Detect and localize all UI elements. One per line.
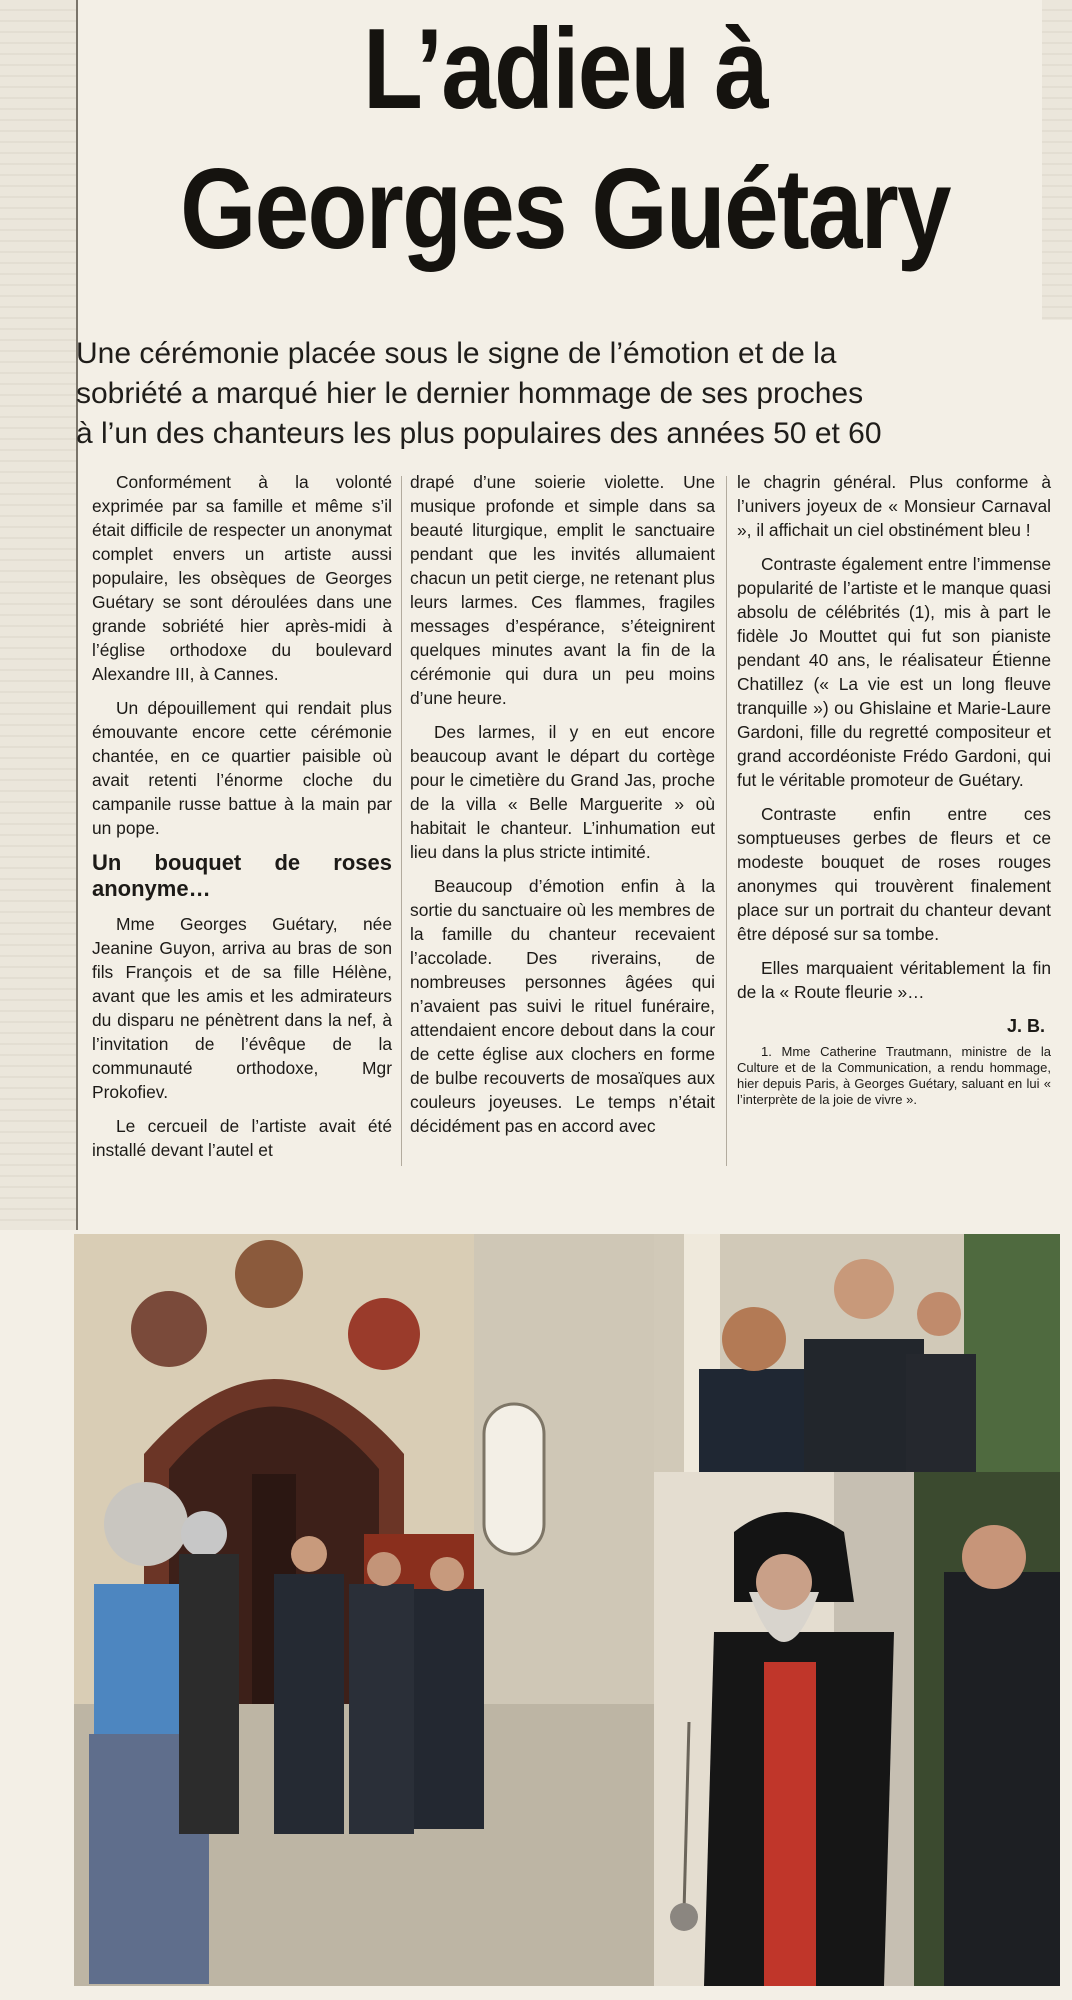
paragraph: le chagrin général. Plus conforme à l’univers joyeux de « Monsieur Carnaval », il affichait un ciel obstinément bleu !	[737, 472, 1051, 540]
article-column-2	[410, 470, 715, 1148]
article-body	[92, 470, 1062, 1190]
paragraph: Des larmes, il y en eut encore beaucoup avant le départ du cortège pour le cimetière du Grand Jas, proche de la villa « Belle Marguerite » où habitait le chanteur. L’inhumation eut lieu dans la plus stricte intimité.	[410, 722, 715, 862]
photo-funeral-procession-illustration	[74, 1234, 654, 1986]
column-divider-left	[76, 0, 78, 1230]
footnote: 1. Mme Catherine Trautmann, ministre de la Culture et de la Communication, a rendu hommage, hier depuis Paris, à Georges Guétary, saluant en lui « l’interprète de la joie de vivre ».	[737, 1044, 1051, 1107]
paragraph: Le cercueil de l’artiste avait été installé devant l’autel et	[92, 1116, 392, 1160]
standfirst-line-3: à l’un des chanteurs les plus populaires des années 50 et 60	[76, 417, 882, 450]
author-signoff: J. B.	[1006, 1016, 1045, 1036]
standfirst-line-2: sobriété a marqué hier le dernier hommage de ses proches	[76, 377, 864, 410]
photo-funeral-procession	[74, 1234, 654, 1986]
photo-orthodox-priest	[654, 1472, 1060, 1986]
paragraph: Elles marquaient véritablement la fin de la « Route fleurie »…	[737, 958, 1051, 1002]
article-column-3	[737, 470, 1051, 1118]
photo-family-members-illustration	[654, 1234, 1060, 1472]
headline	[148, 0, 982, 280]
headline-line-1: L’adieu à	[362, 6, 768, 133]
paragraph: Conformément à la volonté exprimée par sa famille et même s’il était difficile de respecter un anonymat complet envers un artiste aussi populaire, les obsèques de Georges Guétary se sont déroulées dans une grande sobriété hier après-midi à l’église orthodoxe du boulevard Alexandre III, à Cannes.	[92, 472, 392, 684]
standfirst-line-1: Une cérémonie placée sous le signe de l’émotion et de la	[76, 337, 837, 370]
column-divider	[726, 476, 727, 1166]
neighbor-article-right-edge	[1042, 0, 1072, 320]
paragraph: Un dépouillement qui rendait plus émouvante encore cette cérémonie chantée, en ce quartier paisible où avait retenti l’énorme cloche du campanile russe battue à la main par un pope.	[92, 698, 392, 838]
paragraph: Contraste enfin entre ces somptueuses gerbes de fleurs et ce modeste bouquet de roses rouges anonymes qui trouvèrent finalement place sur un portrait du chanteur devant être déposé sur sa tombe.	[737, 804, 1051, 944]
article-column-1	[92, 470, 392, 1172]
photo-orthodox-priest-illustration	[654, 1472, 1060, 1986]
paragraph: Beaucoup d’émotion enfin à la sortie du sanctuaire où les membres de la famille du chanteur recevaient l’accolade. Des riverains, de nombreuses personnes âgées qui n’avaient pas suivi le rituel funéraire, attendaient encore debout dans la cour de cette église aux clochers en forme de bulbe recouverts de mosaïques aux couleurs joyeuses. Le temps n’était décidément pas en accord avec	[410, 876, 715, 1136]
standfirst	[76, 334, 1048, 454]
paragraph: Mme Georges Guétary, née Jeanine Guyon, arriva au bras de son fils François et de sa fille Hélène, avant que les amis et les admirateurs du disparu ne pénètrent dans la nef, à l’invitation de l’évêque de la communauté orthodoxe, Mgr Prokofiev.	[92, 914, 392, 1102]
photo-family-members	[654, 1234, 1060, 1472]
paragraph: drapé d’une soierie violette. Une musique profonde et simple dans sa beauté liturgique, emplit le sanctuaire pendant que les invités allumaient chacun un petit cierge, ne retenant plus leurs larmes. Ces flammes, fragiles messages d’espérance, s’éteignirent quelques minutes avant la fin de la cérémonie qui dura un peu moins d’une heure.	[410, 472, 715, 708]
paragraph: Contraste également entre l’immense popularité de l’artiste et le manque quasi absolu de célébrités (1), mis à part le fidèle Jo Mouttet qui fut son pianiste pendant 40 ans, le réalisateur Étienne Chatillez (« La vie est un long fleuve tranquille ») ou Ghislaine et Marie-Laure Gardoni, fille du regretté compositeur et grand accordéoniste Frédo Gardoni, qui fut le véritable promoteur de Guétary.	[737, 554, 1051, 790]
subheading: Un bouquet de roses anonyme…	[92, 850, 392, 901]
headline-line-2: Georges Guétary	[180, 146, 950, 273]
column-divider	[401, 476, 402, 1166]
neighbor-article-left-edge	[0, 0, 76, 1230]
